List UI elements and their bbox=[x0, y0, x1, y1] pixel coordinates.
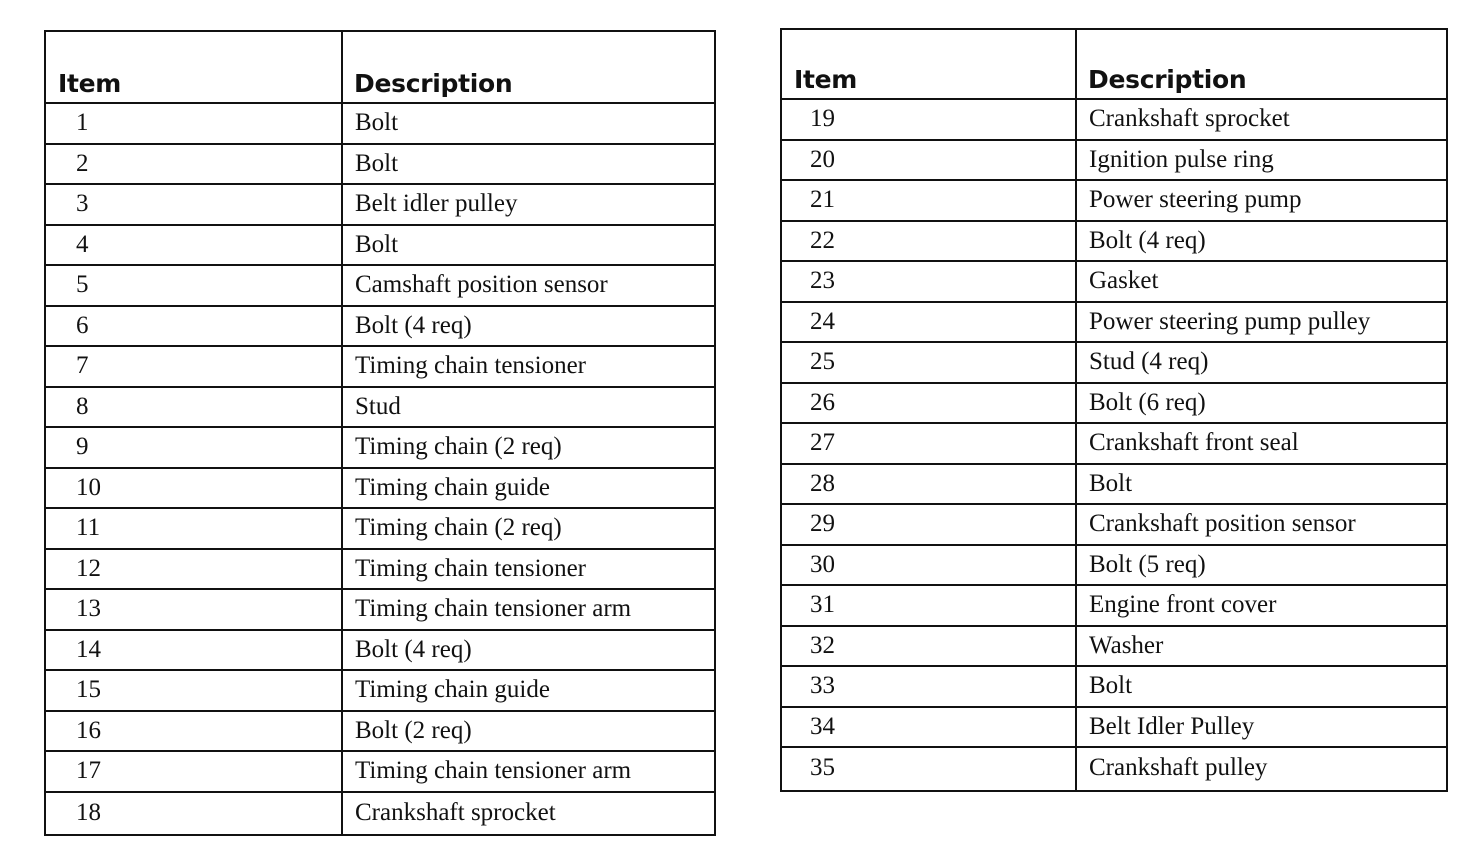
item-number: 30 bbox=[810, 550, 835, 578]
table-row bbox=[46, 145, 714, 186]
item-description: Washer bbox=[1089, 631, 1164, 659]
table-row bbox=[782, 262, 1446, 303]
item-description: Gasket bbox=[1089, 267, 1159, 295]
table-row bbox=[782, 465, 1446, 506]
item-number: 21 bbox=[810, 186, 835, 214]
table-row bbox=[46, 469, 714, 510]
item-number: 22 bbox=[810, 226, 835, 254]
table-row bbox=[782, 424, 1446, 465]
table-row bbox=[782, 667, 1446, 708]
table-row bbox=[46, 347, 714, 388]
item-number: 29 bbox=[810, 510, 835, 538]
item-number: 9 bbox=[76, 433, 89, 461]
item-number: 10 bbox=[76, 473, 101, 501]
item-number: 13 bbox=[76, 595, 101, 623]
item-description: Belt idler pulley bbox=[355, 190, 518, 218]
item-description: Bolt (4 req) bbox=[355, 635, 472, 663]
item-description: Bolt (4 req) bbox=[355, 311, 472, 339]
table-row bbox=[782, 100, 1446, 141]
table-row bbox=[782, 546, 1446, 587]
table-row bbox=[782, 627, 1446, 668]
header-item: Item bbox=[794, 65, 858, 94]
header-item: Item bbox=[58, 69, 122, 98]
table-row bbox=[46, 509, 714, 550]
parts-table-left bbox=[44, 30, 716, 836]
table-row bbox=[782, 708, 1446, 749]
item-description: Power steering pump pulley bbox=[1089, 307, 1371, 335]
item-number: 8 bbox=[76, 392, 89, 420]
item-number: 18 bbox=[76, 798, 101, 826]
item-description: Belt Idler Pulley bbox=[1089, 712, 1255, 740]
item-description: Bolt bbox=[355, 109, 399, 137]
item-description: Crankshaft pulley bbox=[1089, 754, 1268, 782]
item-description: Timing chain tensioner arm bbox=[355, 595, 632, 623]
item-number: 17 bbox=[76, 757, 101, 785]
item-description: Bolt (6 req) bbox=[1089, 388, 1206, 416]
table-row bbox=[46, 307, 714, 348]
item-number: 32 bbox=[810, 631, 835, 659]
item-number: 19 bbox=[810, 105, 835, 133]
item-number: 34 bbox=[810, 712, 835, 740]
item-description: Crankshaft position sensor bbox=[1089, 510, 1356, 538]
item-description: Timing chain (2 req) bbox=[355, 514, 562, 542]
item-number: 3 bbox=[76, 190, 89, 218]
item-description: Power steering pump bbox=[1089, 186, 1302, 214]
item-number: 28 bbox=[810, 469, 835, 497]
item-number: 6 bbox=[76, 311, 89, 339]
table-header bbox=[46, 32, 714, 104]
item-number: 14 bbox=[76, 635, 101, 663]
item-description: Timing chain (2 req) bbox=[355, 433, 562, 461]
item-description: Timing chain tensioner bbox=[355, 554, 587, 582]
table-row bbox=[46, 712, 714, 753]
item-description: Timing chain guide bbox=[355, 473, 550, 501]
table-body bbox=[46, 104, 714, 833]
table-row bbox=[46, 550, 714, 591]
item-number: 11 bbox=[76, 514, 101, 542]
item-description: Crankshaft sprocket bbox=[1089, 105, 1290, 133]
table-row bbox=[46, 266, 714, 307]
item-number: 12 bbox=[76, 554, 101, 582]
table-row bbox=[782, 181, 1446, 222]
item-description: Timing chain tensioner arm bbox=[355, 757, 632, 785]
table-row bbox=[46, 226, 714, 267]
item-number: 15 bbox=[76, 676, 101, 704]
item-number: 27 bbox=[810, 429, 835, 457]
item-number: 26 bbox=[810, 388, 835, 416]
item-number: 25 bbox=[810, 348, 835, 376]
item-description: Camshaft position sensor bbox=[355, 271, 608, 299]
item-description: Timing chain tensioner bbox=[355, 352, 587, 380]
header-description: Description bbox=[354, 69, 513, 98]
parts-table-right bbox=[780, 28, 1448, 792]
table-row bbox=[782, 141, 1446, 182]
item-description: Crankshaft front seal bbox=[1089, 429, 1299, 457]
item-description: Engine front cover bbox=[1089, 591, 1277, 619]
item-description: Bolt (2 req) bbox=[355, 716, 472, 744]
item-number: 5 bbox=[76, 271, 89, 299]
item-description: Bolt (4 req) bbox=[1089, 226, 1206, 254]
item-description: Bolt bbox=[1089, 672, 1133, 700]
item-description: Stud (4 req) bbox=[1089, 348, 1209, 376]
table-row bbox=[46, 671, 714, 712]
table-row bbox=[46, 631, 714, 672]
item-number: 1 bbox=[76, 109, 89, 137]
table-row bbox=[782, 343, 1446, 384]
item-number: 33 bbox=[810, 672, 835, 700]
table-row bbox=[782, 303, 1446, 344]
item-number: 24 bbox=[810, 307, 835, 335]
item-description: Bolt (5 req) bbox=[1089, 550, 1206, 578]
table-row bbox=[46, 185, 714, 226]
item-number: 35 bbox=[810, 754, 835, 782]
table-row bbox=[46, 590, 714, 631]
item-number: 7 bbox=[76, 352, 89, 380]
item-description: Bolt bbox=[355, 230, 399, 258]
table-row bbox=[46, 388, 714, 429]
table-header bbox=[782, 30, 1446, 100]
table-row bbox=[782, 748, 1446, 789]
item-number: 31 bbox=[810, 591, 835, 619]
item-number: 4 bbox=[76, 230, 89, 258]
table-body bbox=[782, 100, 1446, 789]
item-description: Ignition pulse ring bbox=[1089, 145, 1274, 173]
table-row bbox=[782, 586, 1446, 627]
item-number: 2 bbox=[76, 149, 89, 177]
item-number: 20 bbox=[810, 145, 835, 173]
header-description: Description bbox=[1088, 65, 1247, 94]
item-number: 23 bbox=[810, 267, 835, 295]
table-row bbox=[46, 793, 714, 834]
table-row bbox=[782, 505, 1446, 546]
table-row bbox=[46, 104, 714, 145]
table-row bbox=[782, 222, 1446, 263]
item-description: Timing chain guide bbox=[355, 676, 550, 704]
item-description: Bolt bbox=[1089, 469, 1133, 497]
item-description: Crankshaft sprocket bbox=[355, 798, 556, 826]
table-row bbox=[46, 752, 714, 793]
item-number: 16 bbox=[76, 716, 101, 744]
table-row bbox=[46, 428, 714, 469]
item-description: Bolt bbox=[355, 149, 399, 177]
item-description: Stud bbox=[355, 392, 401, 420]
table-row bbox=[782, 384, 1446, 425]
